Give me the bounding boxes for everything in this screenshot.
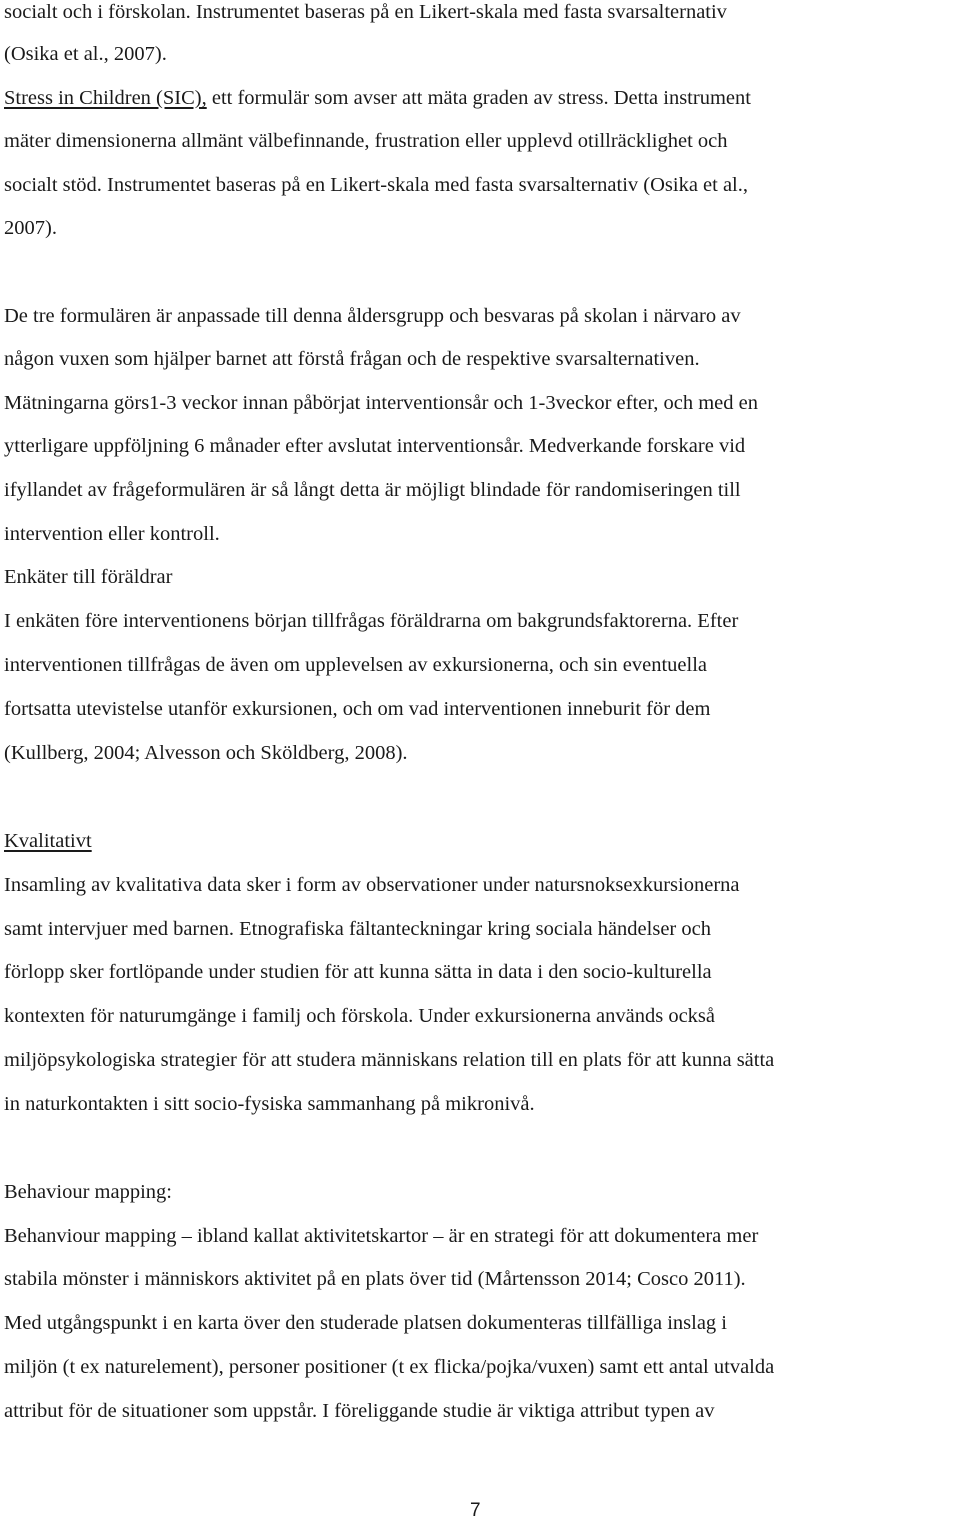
text-line: kontexten för naturumgänge i familj och förskola. Under exkursionerna används också <box>4 1005 716 1027</box>
text-line: socialt och i förskolan. Instrumentet baseras på en Likert-skala med fasta svarsalternativ <box>4 1 727 23</box>
text-line: (Kullberg, 2004; Alvesson och Sköldberg, 2008). <box>4 742 408 764</box>
text-line: Behanviour mapping – ibland kallat aktivitetskartor – är en strategi för att dokumentera mer <box>4 1225 759 1247</box>
text-line: stabila mönster i människors aktivitet på en plats över tid (Mårtensson 2014; Cosco 2011). <box>4 1268 746 1290</box>
text-line: intervention eller kontroll. <box>4 523 220 545</box>
text-line: I enkäten före interventionens början tillfrågas föräldrarna om bakgrundsfaktorerna. Efter <box>4 610 739 632</box>
text-line: Med utgångspunkt i en karta över den studerade platsen dokumenteras tillfälliga inslag i <box>4 1312 727 1334</box>
text-line: ifyllandet av frågeformulären är så långt detta är möjligt blindade för randomiseringen till <box>4 479 741 501</box>
text-line: fortsatta utevistelse utanför exkursionen, och om vad interventionen inneburit för dem <box>4 698 711 720</box>
text-line: miljöpsykologiska strategier för att studera människans relation till en plats för att kunna sätta <box>4 1049 775 1071</box>
text-line: Mätningarna görs1-3 veckor innan påbörjat interventionsår och 1-3veckor efter, och med en <box>4 392 758 414</box>
text-line: in naturkontakten i sitt socio-fysiska sammanhang på mikronivå. <box>4 1093 535 1115</box>
text-fragment: ett formulär som avser att mäta graden av stress. Detta instrument <box>206 87 751 109</box>
text-line: 2007). <box>4 217 57 239</box>
text-line: interventionen tillfrågas de även om upplevelsen av exkursionerna, och sin eventuella <box>4 654 708 676</box>
stress-in-children-link: Stress in Children (SIC), <box>4 87 207 109</box>
text-line: socialt stöd. Instrumentet baseras på en Likert-skala med fasta svarsalternativ (Osika et al., <box>4 174 749 196</box>
page-number: 7 <box>470 1500 481 1521</box>
text-line: De tre formulären är anpassade till denna åldersgrupp och besvaras på skolan i närvaro av <box>4 305 741 327</box>
text-line: någon vuxen som hjälper barnet att förstå frågan och de respektive svarsalternativen. <box>4 348 700 370</box>
section-heading-behaviour-mapping: Behaviour mapping: <box>4 1181 172 1203</box>
text-line: ytterligare uppföljning 6 månader efter avslutat interventionsår. Medverkande forskare vid <box>4 435 746 457</box>
text-line: attribut för de situationer som uppstår. I föreliggande studie är viktiga attribut typen av <box>4 1400 715 1422</box>
section-heading-parents: Enkäter till föräldrar <box>4 566 173 588</box>
text-line: miljön (t ex naturelement), personer positioner (t ex flicka/pojka/vuxen) samt ett antal utvalda <box>4 1356 775 1378</box>
text-line-stress <box>4 86 751 110</box>
text-line: (Osika et al., 2007). <box>4 43 167 65</box>
text-line: mäter dimensionerna allmänt välbefinnande, frustration eller upplevd otillräcklighet och <box>4 130 728 152</box>
text-line: samt intervjuer med barnen. Etnografiska fältanteckningar kring sociala händelser och <box>4 918 711 940</box>
text-line: Insamling av kvalitativa data sker i form av observationer under natursnoksexkursionerna <box>4 874 740 896</box>
section-heading-qualitative: Kvalitativt <box>4 830 92 852</box>
text-line: förlopp sker fortlöpande under studien för att kunna sätta in data i den socio-kulturella <box>4 961 712 983</box>
